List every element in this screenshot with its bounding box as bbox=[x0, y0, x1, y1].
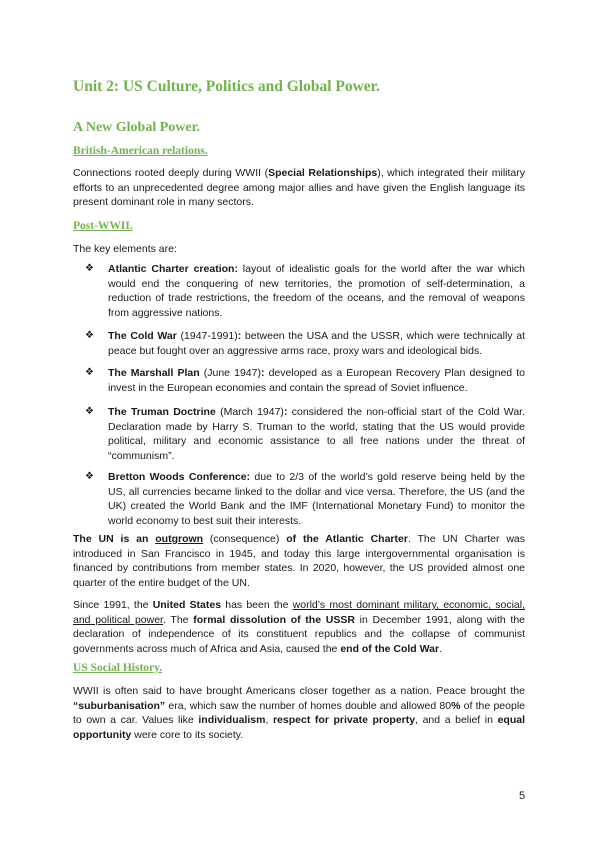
text-run-bold: formal dissolution of the USSR bbox=[193, 613, 355, 626]
list-item-truman-doctrine bbox=[85, 405, 525, 463]
text-run: Since 1991, the bbox=[73, 599, 153, 611]
text-run-bold: : bbox=[260, 367, 265, 379]
text-run: considered the non-official start of the Cold War. Declaration made by Harry S. Truman to the world, stating that the US would provide political, military and economic assistance to all free nations under the threat of “communism”. bbox=[108, 406, 526, 462]
paragraph-special-relationships bbox=[73, 166, 525, 210]
text-run: WWII is often said to have brought Americans closer together as a nation. Peace brought the bbox=[73, 685, 525, 697]
text-run-bold: end of the Cold War bbox=[340, 642, 440, 655]
paragraph-dominant-power bbox=[73, 598, 525, 656]
text-run-bold: Special Relationships bbox=[268, 167, 378, 179]
text-run: has been the bbox=[221, 599, 293, 611]
text-run-bold: individualism bbox=[198, 714, 266, 726]
page-number: 5 bbox=[519, 790, 526, 802]
text-run: layout of idealistic goals for the world after the war which would end the conquering of new territories, the promotion of self-determination, a reduction of trade restrictions, the freedom of the oceans, and the removal of weapons from aggressive nations. bbox=[108, 263, 525, 319]
text-run-underlined: world’s most dominant military, economic, social, and political power bbox=[73, 599, 525, 626]
page-title: Unit 2: US Culture, Politics and Global Power. bbox=[73, 78, 381, 95]
section-heading: A New Global Power. bbox=[73, 120, 201, 135]
text-run: (June 1947) bbox=[199, 367, 261, 379]
text-run-bold: of the Atlantic Charter bbox=[286, 533, 408, 545]
text-run-bold: : bbox=[237, 330, 242, 342]
text-run: were core to its society. bbox=[131, 728, 244, 741]
text-run: , bbox=[265, 714, 273, 726]
subheading-post-wwii: Post-WWII. bbox=[73, 220, 133, 232]
text-run-bold: Atlantic Charter creation: bbox=[108, 263, 238, 275]
text-run: of the people to own a car. Values like bbox=[73, 699, 525, 726]
text-run-bold: The UN is an bbox=[73, 533, 156, 545]
list-item-cold-war bbox=[85, 329, 525, 358]
text-run-bold: United States bbox=[152, 599, 222, 611]
text-run: era, which saw the number of homes double and allowed 80 bbox=[165, 699, 452, 712]
text-run: between the USA and the USSR, which were technically at peace but fought over an aggressive arms race, proxy wars and ideological bids. bbox=[108, 330, 526, 357]
bullet-diamond-icon: ❖ bbox=[85, 263, 94, 274]
text-run-bold-underlined: outgrown bbox=[155, 533, 204, 545]
bullet-diamond-icon: ❖ bbox=[85, 406, 94, 417]
text-run-bold: The Truman Doctrine bbox=[108, 406, 216, 418]
text-run: . The UN Charter was introduced in San Francisco in 1945, and today this large intergovernmental organisation is financed by contributions from member states. In 2020, however, the US provided almost one quarter of the entire budget of the UN. bbox=[73, 533, 526, 589]
text-run: due to 2/3 of the world’s gold reserve being held by the US, all currencies became linked to the dollar and vice versa. Therefore, the US (and the UK) created the World Bank and the IMF (International Monetary Fund) to monitor the world economy to best suit their interests. bbox=[108, 471, 525, 527]
text-run-bold: : bbox=[283, 406, 288, 418]
text-run-bold: respect for private property bbox=[272, 714, 416, 726]
text-run-bold: % bbox=[451, 699, 461, 712]
bullet-diamond-icon: ❖ bbox=[85, 471, 94, 482]
text-run-bold: “suburbanisation” bbox=[73, 699, 166, 712]
text-run: in December 1991, along with the declaration of independence of its constituent republics and the collapse of communist governments across much of Africa and Asia, caused the bbox=[73, 613, 525, 655]
subheading-british-american: British-American relations. bbox=[73, 145, 208, 157]
text-run: . The bbox=[162, 613, 194, 626]
paragraph-suburbanisation bbox=[73, 684, 525, 742]
list-item-marshall-plan bbox=[85, 366, 525, 395]
text-run: (consequence) bbox=[203, 533, 287, 545]
text-run: . bbox=[439, 642, 443, 655]
paragraph-un-charter bbox=[73, 532, 525, 590]
text-run-bold: The Marshall Plan bbox=[108, 367, 200, 379]
list-item-atlantic-charter bbox=[85, 262, 525, 320]
subheading-us-social-history: US Social History. bbox=[73, 662, 163, 674]
text-run: developed as a European Recovery Plan designed to invest in the European economies and contain the spread of Soviet influence. bbox=[108, 367, 525, 394]
text-run: ), which integrated their military efforts to an unprecedented degree among major allies and have given the English language its present dominant role in many sectors. bbox=[73, 167, 525, 208]
text-run-bold: The Cold War bbox=[108, 330, 177, 342]
bullet-diamond-icon: ❖ bbox=[85, 330, 94, 341]
bullet-diamond-icon: ❖ bbox=[85, 367, 94, 378]
text-run: (March 1947) bbox=[215, 406, 284, 418]
text-run-bold: equal opportunity bbox=[73, 714, 525, 741]
text-run: (1947-1991) bbox=[176, 330, 238, 342]
paragraph-key-elements: The key elements are: bbox=[73, 243, 177, 255]
list-item-bretton-woods bbox=[85, 470, 525, 528]
text-run: , and a belief in bbox=[415, 714, 498, 726]
text-run: Connections rooted deeply during WWII ( bbox=[73, 167, 269, 179]
text-run-bold: Bretton Woods Conference: bbox=[108, 471, 251, 483]
